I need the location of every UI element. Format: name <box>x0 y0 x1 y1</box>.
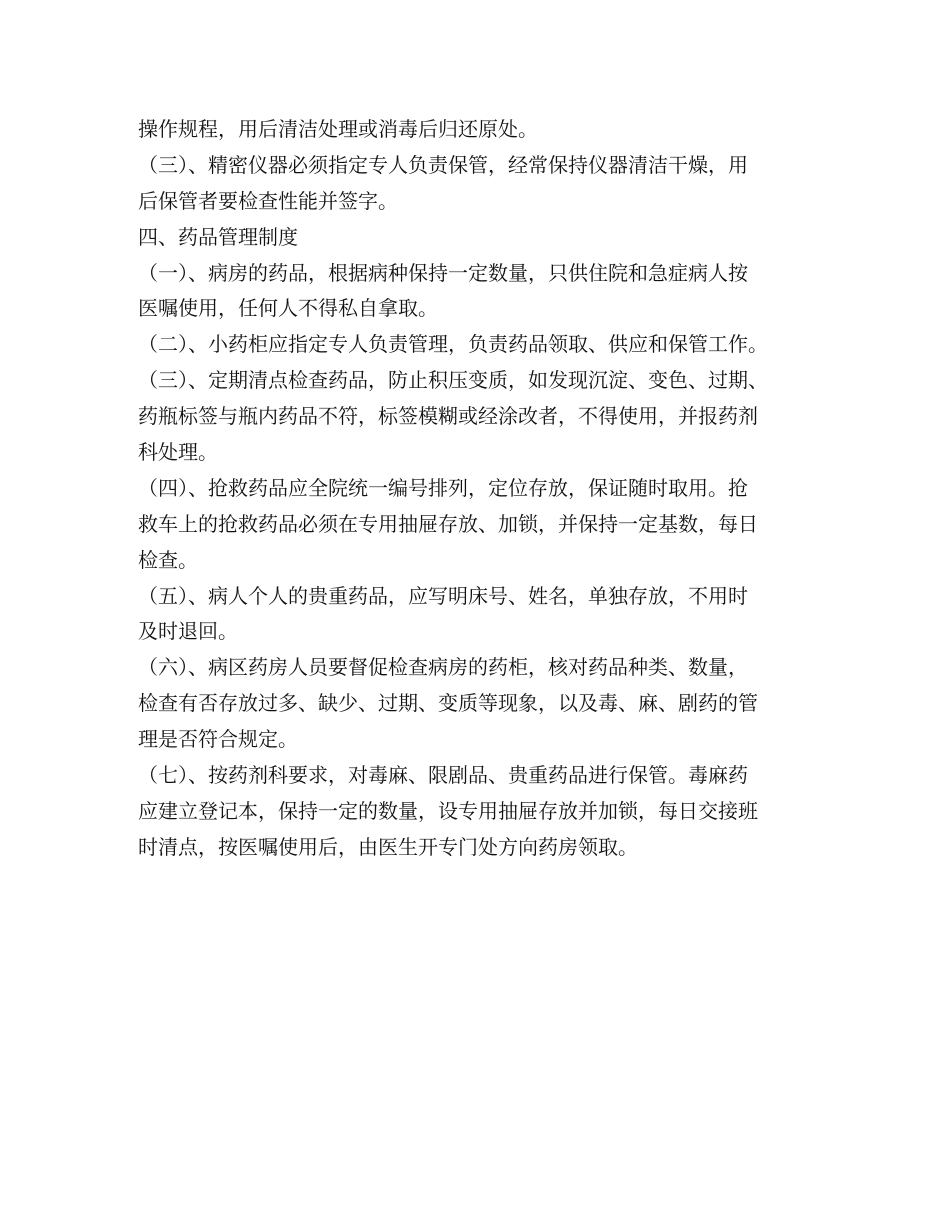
text-line: 科处理。 <box>138 440 218 465</box>
text-line: 检查有否存放过多、缺少、过期、变质等现象，以及毒、麻、剧药的管 <box>138 691 758 716</box>
text-line: （七）、按药剂科要求，对毒麻、限剧品、贵重药品进行保管。毒麻药 <box>138 763 748 788</box>
text-line: 救车上的抢救药品必须在专用抽屉存放、加锁，并保持一定基数，每日 <box>138 511 758 536</box>
text-line: （二）、小药柜应指定专人负责管理，负责药品领取、供应和保管工作。 <box>138 332 768 357</box>
text-line: （六）、病区药房人员要督促检查病房的药柜，核对药品种类、数量， <box>138 655 748 680</box>
text-line: 后保管者要检查性能并签字。 <box>138 188 398 213</box>
text-line: 应建立登记本，保持一定的数量，设专用抽屉存放并加锁，每日交接班 <box>138 798 758 823</box>
document-body <box>138 112 828 866</box>
text-line: 操作规程，用后清洁处理或消毒后归还原处。 <box>138 117 538 141</box>
text-line: 检查。 <box>138 547 198 572</box>
text-line: 药瓶标签与瓶内药品不符，标签模糊或经涂改者，不得使用，并报药剂 <box>138 404 758 429</box>
text-line: （四）、抢救药品应全院统一编号排列，定位存放，保证随时取用。抢 <box>138 475 748 500</box>
text-line: 时清点，按医嘱使用后，由医生开专门处方向药房领取。 <box>138 834 638 859</box>
text-line: （三）、定期清点检查药品，防止积压变质，如发现沉淀、变色、过期、 <box>138 368 768 393</box>
section-heading: 四、药品管理制度 <box>138 224 298 249</box>
text-line: （一）、病房的药品，根据病种保持一定数量，只供住院和急症病人按 <box>138 260 748 285</box>
text-line: 理是否符合规定。 <box>138 727 298 752</box>
text-line: 医嘱使用，任何人不得私自拿取。 <box>138 296 438 321</box>
text-line: （五）、病人个人的贵重药品，应写明床号、姓名，单独存放，不用时 <box>138 583 748 608</box>
text-line: 及时退回。 <box>138 619 238 644</box>
text-line: （三）、精密仪器必须指定专人负责保管，经常保持仪器清洁干燥，用 <box>138 152 748 177</box>
